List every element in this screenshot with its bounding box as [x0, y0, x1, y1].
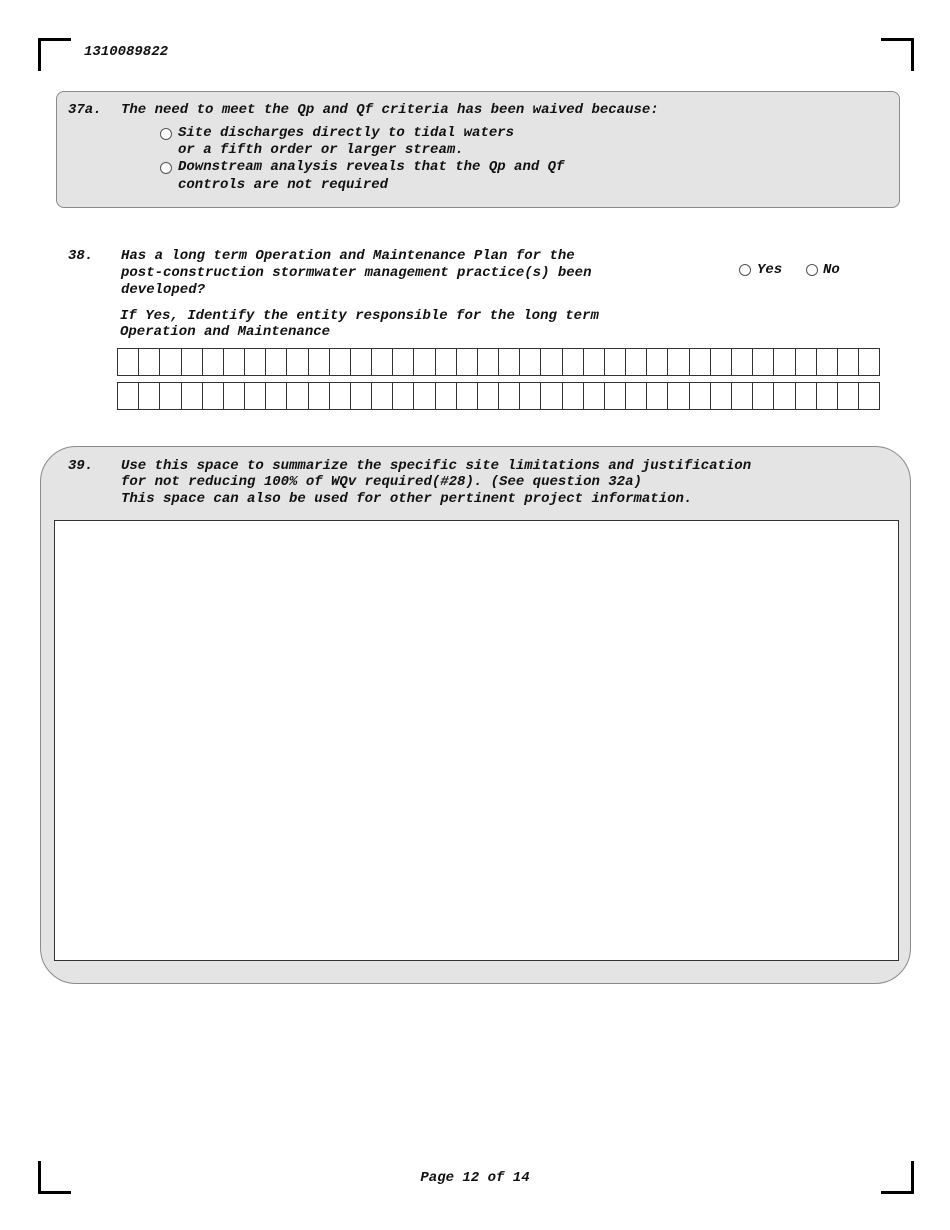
option-tidal-waters-line2: or a fifth order or larger stream. [178, 142, 464, 158]
form-id: 1310089822 [84, 44, 169, 60]
question-38-line3: developed? [121, 282, 206, 298]
question-38-followup-line2: Operation and Maintenance [120, 324, 331, 340]
question-38-line1: Has a long term Operation and Maintenance Plan for the [121, 248, 575, 264]
entity-input-line1[interactable] [117, 348, 880, 376]
question-37a-number: 37a. [68, 102, 102, 118]
question-39-number: 39. [68, 458, 94, 474]
page-number: Page 12 of 14 [420, 1170, 530, 1186]
option-downstream-analysis-line1: Downstream analysis reveals that the Qp and Qf [178, 159, 565, 175]
question-37a-text: The need to meet the Qp and Qf criteria has been waived because: [121, 102, 659, 118]
option-tidal-waters-line1: Site discharges directly to tidal waters [178, 125, 515, 141]
corner-mark-top-left [38, 38, 71, 71]
question-38-number: 38. [68, 248, 94, 264]
option-downstream-analysis-line2: controls are not required [178, 177, 389, 193]
entity-input-line2[interactable] [117, 382, 880, 410]
no-label: No [823, 262, 840, 278]
option-downstream-analysis-radio[interactable] [160, 162, 172, 174]
question-38-line2: post-construction stormwater management practice(s) been [121, 265, 592, 281]
summary-textarea[interactable] [54, 520, 899, 961]
corner-mark-top-right [881, 38, 914, 71]
option-tidal-waters-radio[interactable] [160, 128, 172, 140]
yes-radio[interactable] [739, 264, 751, 276]
question-39-line1: Use this space to summarize the specific site limitations and justification [121, 458, 752, 474]
no-radio[interactable] [806, 264, 818, 276]
question-39-line2: for not reducing 100% of WQv required(#28). (See question 32a) [121, 474, 642, 490]
yes-label: Yes [757, 262, 783, 278]
question-39-line3: This space can also be used for other pertinent project information. [121, 491, 693, 507]
question-38-followup-line1: If Yes, Identify the entity responsible for the long term [120, 308, 599, 324]
